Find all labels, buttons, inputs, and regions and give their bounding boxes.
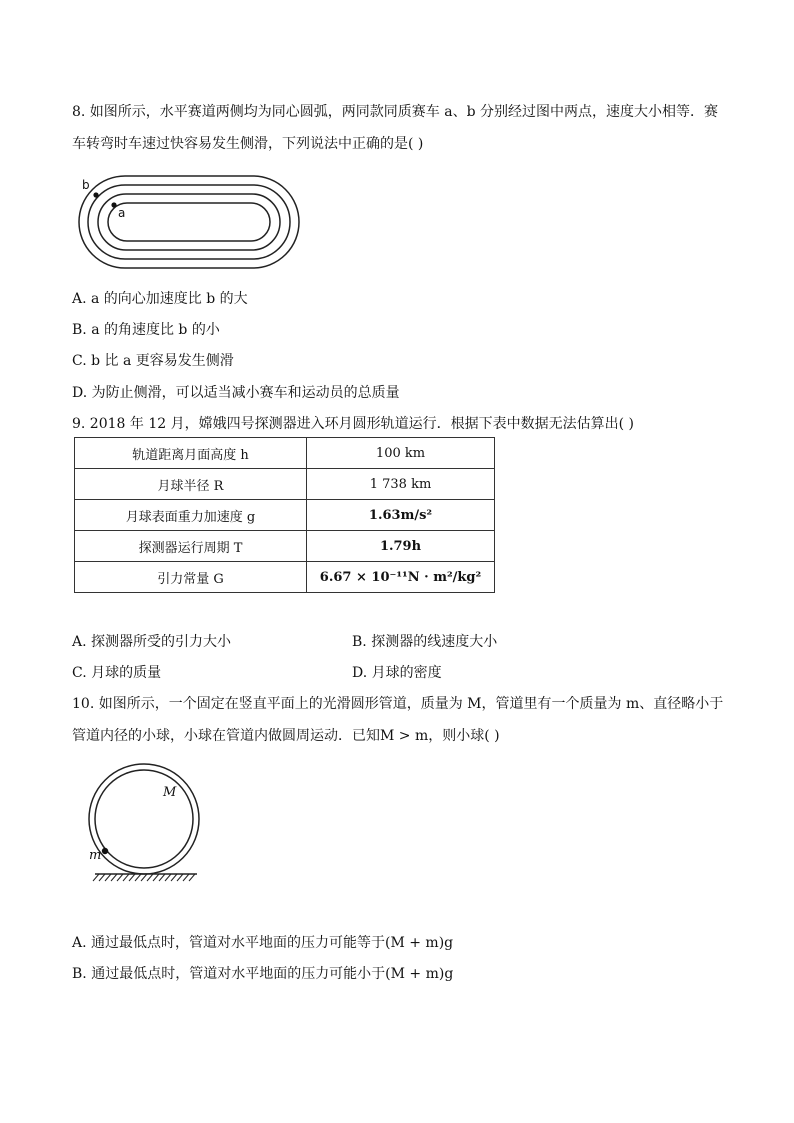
pipe-outer-circle (89, 764, 199, 874)
label-m: m (89, 848, 102, 863)
table-cell-label: 轨道距离月面高度 h (75, 438, 307, 469)
q8-option-a: A. a 的向心加速度比 b 的大 (72, 291, 248, 307)
q8-stem-line1: 8. 如图所示，水平赛道两侧均为同心圆弧，两同款同质赛车 a、b 分别经过图中两点，速度大小相等．赛 (72, 104, 719, 120)
track-outer-boundary (79, 176, 299, 268)
q8-stem-line2: 车转弯时车速过快容易发生侧滑，下列说法中正确的是( ) (72, 136, 424, 152)
car-a-dot (111, 202, 116, 207)
ball-m-dot (102, 848, 108, 854)
q9-option-b: B. 探测器的线速度大小 (352, 634, 498, 650)
label-M: M (163, 785, 177, 800)
q10-stem-line2: 管道内径的小球，小球在管道内做圆周运动．已知M > m，则小球( ) (72, 728, 500, 744)
table-row (75, 469, 495, 500)
table-cell-value: 1.63m/s² (307, 500, 495, 531)
ground-hatching (93, 874, 195, 881)
table-row (75, 562, 495, 593)
q10-option-a: A. 通过最低点时，管道对水平地面的压力可能等于(M + m)g (72, 935, 454, 951)
label-a: a (118, 206, 126, 220)
table-cell-value: 1 738 km (307, 469, 495, 500)
q10-stem-line1: 10. 如图所示，一个固定在竖直平面上的光滑圆形管道，质量为 M，管道里有一个质量为 m、直径略小于 (72, 696, 724, 712)
q8-option-d: D. 为防止侧滑，可以适当减小赛车和运动员的总质量 (72, 385, 400, 401)
table-cell-label: 月球表面重力加速度 g (75, 500, 307, 531)
q9-option-c: C. 月球的质量 (72, 665, 162, 681)
q9-stem: 9. 2018 年 12 月，嫦娥四号探测器进入环月圆形轨道运行．根据下表中数据无法估算出( ) (72, 416, 634, 432)
q8-option-b: B. a 的角速度比 b 的小 (72, 322, 220, 338)
table-cell-value: 1.79h (307, 531, 495, 562)
q8-racetrack-figure (70, 170, 310, 274)
label-b: b (82, 178, 90, 192)
q9-option-a: A. 探测器所受的引力大小 (72, 634, 232, 650)
q9-data-table (74, 437, 495, 593)
track-lane-line-1 (88, 185, 290, 259)
table-cell-label: 探测器运行周期 T (75, 531, 307, 562)
track-inner-boundary (108, 203, 270, 241)
q10-pipe-figure (85, 762, 215, 884)
table-cell-label: 月球半径 R (75, 469, 307, 500)
q9-option-d: D. 月球的密度 (352, 665, 442, 681)
q10-option-b: B. 通过最低点时，管道对水平地面的压力可能小于(M + m)g (72, 966, 454, 982)
table-cell-value: 6.67 × 10⁻¹¹N · m²/kg² (307, 562, 495, 593)
table-row (75, 500, 495, 531)
table-cell-value: 100 km (307, 438, 495, 469)
table-row (75, 438, 495, 469)
pipe-inner-circle (95, 770, 193, 868)
q8-option-c: C. b 比 a 更容易发生侧滑 (72, 353, 234, 369)
table-row (75, 531, 495, 562)
car-b-dot (93, 192, 98, 197)
table-cell-label: 引力常量 G (75, 562, 307, 593)
